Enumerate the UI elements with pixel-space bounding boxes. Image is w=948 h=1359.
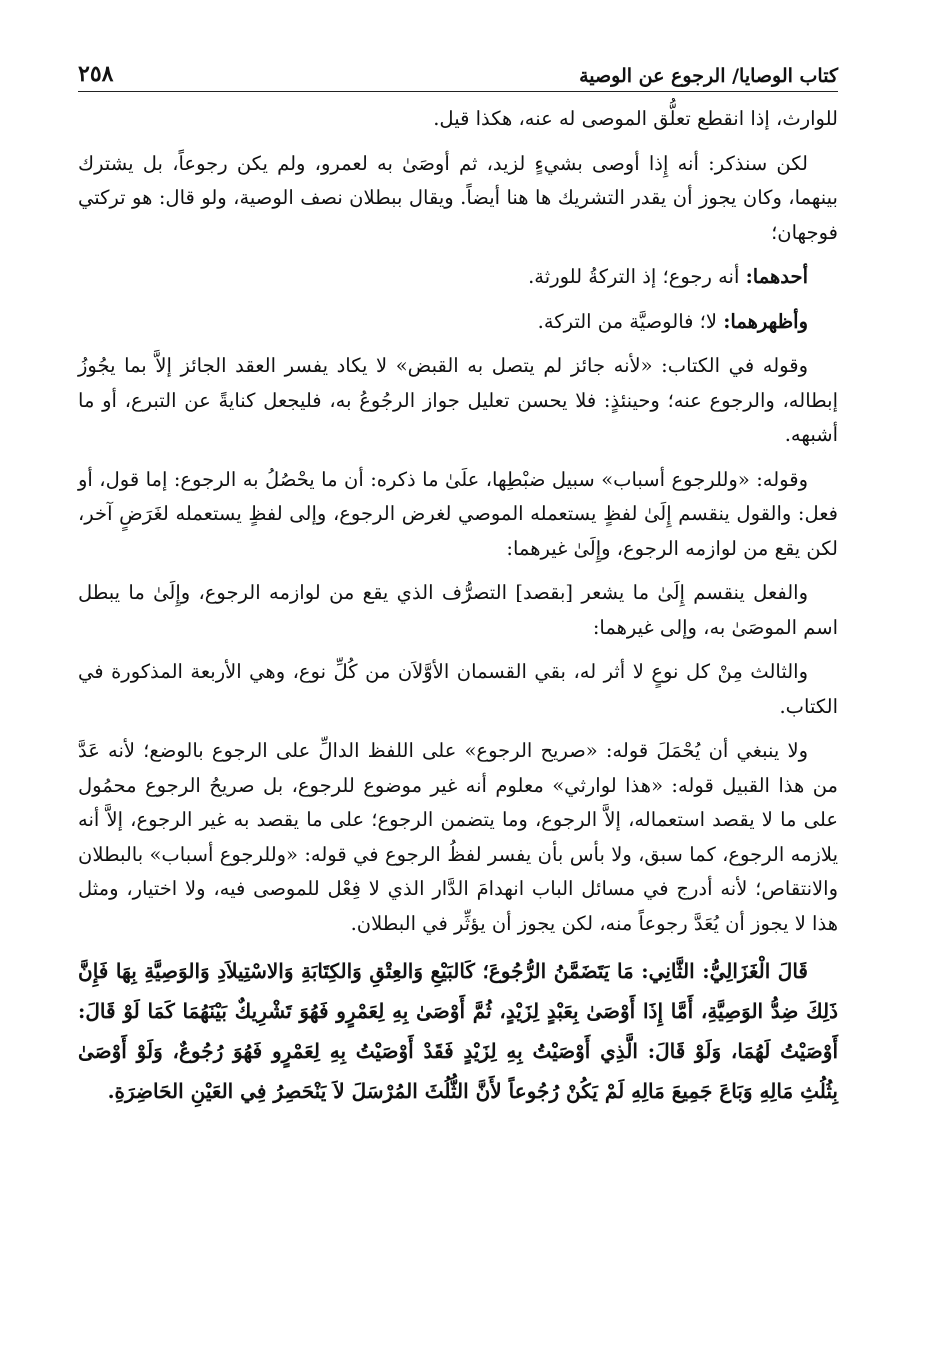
view-second <box>78 305 838 340</box>
view-text: أنه رجوع؛ إذ التركةُ للورثة. <box>528 265 746 288</box>
paragraph: والثالث مِنْ كل نوعٍ لا أثر له، بقي القسمان الأوَّلاَن من كُلِّ نوع، وهي الأربعة المذكورة في الكتاب. <box>78 660 838 718</box>
running-title: كتاب الوصايا/ الرجوع عن الوصية <box>579 65 838 87</box>
page-header <box>78 40 838 92</box>
page-number: ٢٥٨ <box>78 61 114 87</box>
view-label: أحدهما: <box>745 265 808 288</box>
view-first <box>78 260 838 295</box>
paragraph: لكن سنذكر: أنه إِذا أوصى بشيءٍ لزيد، ثم أوصَىٰ به لعمرو، ولم يكن رجوعاً، بل يشترك بينهما، وكان يجوز أن يقدر التشريك ها هنا أيضاً. ويقال ببطلان نصف الوصية، ولو قال: هو تركتي فوجهان؛ <box>78 151 838 244</box>
paragraph: وقوله: «وللرجوع أسباب» سبيل ضبْطِها، علَىٰ ما ذكره: أن ما يحْصُلُ به الرجوع: إما قول، أو فعل: والقول ينقسم إِلَىٰ لفظٍ يستعمله الموصي لغرض الرجوع، وإلى لفظٍ يستعمله لغَرَضٍ آخر، لكن يقع من لوازمه الرجوع، وإِلَىٰ غيرهما: <box>78 467 838 560</box>
view-text: لا؛ فالوصيَّة من التركة. <box>537 309 724 333</box>
ghazali-quote: قَالَ الْغَزَالِيُّ: الثَّانِي: مَا يَتَضَمَّنُ الرُّجُوعَ؛ كَالبَيْعِ وَالعِتْقِ وَالكِتَابَةِ وَالاسْتِيلاَدِ وَالوَصِيَّةِ بِهَا فَإِنَّ ذَلِكَ ضِدُّ الوَصِيَّةِ، أَمَّا إِذَا أَوْصَىٰ بِعَبْدٍ لِزَيْدٍ، ثُمَّ أَوْصَىٰ بِهِ لِعَمْرٍو فَهُوَ تَشْرِيكٌ بَيْنَهُمَا كَمَا لَوْ قَالَ: أَوْصَيْتُ لَهُمَا، وَلَوْ قَالَ: الَّذِي أَوْصَيْتُ بِهِ لِزَيْدٍ فَقَدْ أَوْصَيْتُ بِهِ لِعَمْرٍو فَهُوَ رُجُوعٌ، وَلَوْ أَوْصَىٰ بِثُلُثِ مَالِهِ وَبَاعَ جَمِيعَ مَالِهِ لَمْ يَكُنْ رُجُوعاً لأَنَّ الثُّلُثَ المُرْسَلَ لاَ يَنْحَصِرُ فِي العَيْنِ الحَاضِرَةِ. <box>78 959 838 1103</box>
view-label: وأظهرهما: <box>723 309 808 333</box>
paragraph: والفعل ينقسم إِلَىٰ ما يشعر [بقصد] التصرُّف الذي يقع من لوازمه الرجوع، وإِلَىٰ ما يبطل اسم الموصَىٰ به، وإلى غيرهما: <box>78 581 838 639</box>
paragraph: ولا ينبغي أن يُحْمَلَ قوله: «صريح الرجوع» على اللفظ الدالِّ على الرجوع بالوضع؛ لأنه عَدَّ من هذا القبيل قوله: «هذا لوارثي» معلوم أنه غير موضوع للرجوع، بل صريحُ الرجوع محمُول على ما لا يقصد استعماله، إلاَّ الرجوع، وما يتضمن الرجوع؛ على ما يقصد به غير الرجوع، إلاَّ أنه يلازمه الرجوع، كما سبق، ولا بأس بأن يفسر لفظُ الرجوع في قوله: «وللرجوع أسباب» بالبطلان والانتقاص؛ لأنه أدرج في مسائل الباب انهدامَ الدَّار الذي لا فِعْل للموصى فيه، ولا اختيار، ومثل هذا لا يجوز أن يُعَدَّ رجوعاً منه، لكن يجوز أن يؤثِّر في البطلان. <box>78 739 838 935</box>
page-body <box>78 102 838 1111</box>
paragraph-continuation: للوارث، إذا انقطع تعلُّق الموصى له عنه، هكذا قيل. <box>433 107 838 130</box>
paragraph: وقوله في الكتاب: «لأنه جائز لم يتصل به القبض» لا يكاد يفسر العقد الجائز إلاَّ بما يجُوزُ إبطاله، والرجوع عنه؛ وحينئذٍ: فلا يحسن تعليل جواز الرجُوعُ به، فليجعل كنايةً عن التبرع، أو ما أشبهه. <box>78 354 838 446</box>
